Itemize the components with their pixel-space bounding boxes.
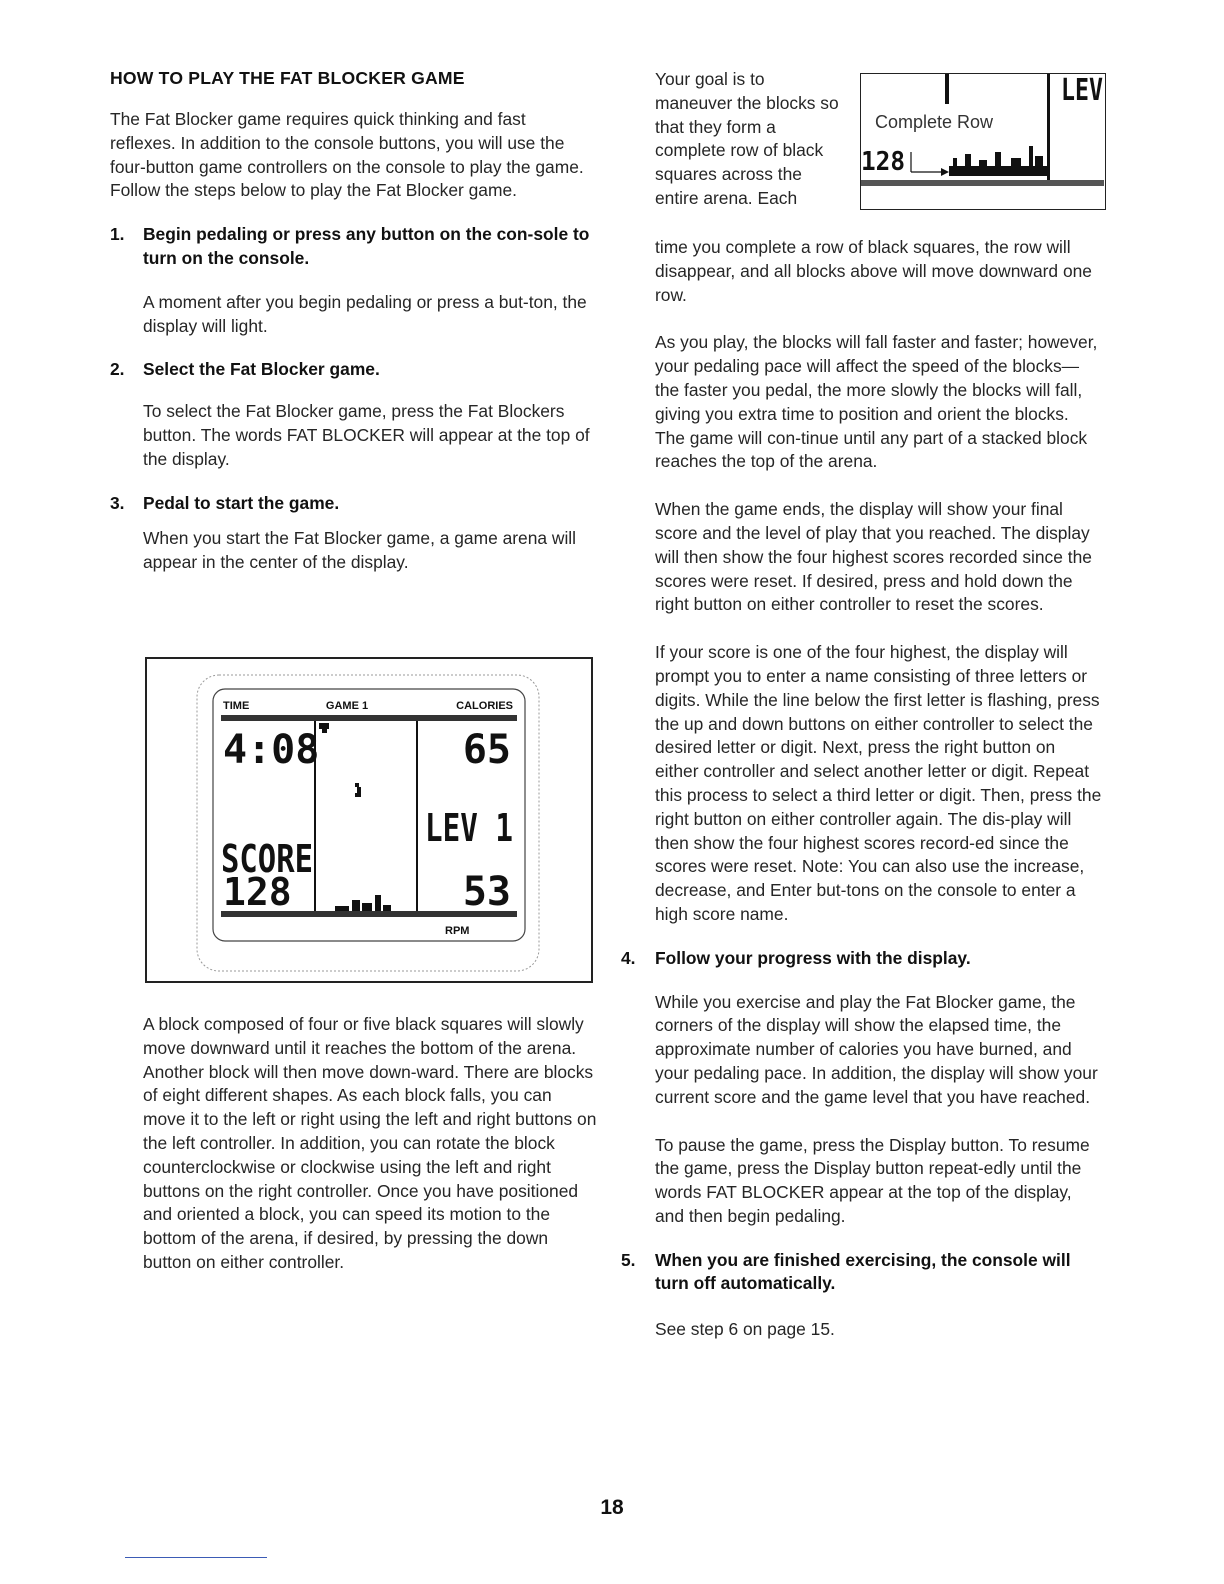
step-heading-text: When you are finished exercising, the console will turn off automatically. [655,1249,1071,1294]
step-1-body: A moment after you begin pedaling or press a but-ton, the display will light. [143,291,587,336]
step-heading-text: Select the Fat Blocker game. [143,359,380,380]
step-5-heading [621,1249,1103,1297]
step-2-heading [110,358,592,382]
level-readout: LEV 1 [425,806,513,850]
complete-row-label: Complete Row [875,112,994,132]
step-number: 4. [621,947,636,968]
section-title: HOW TO PLAY THE FAT BLOCKER GAME [110,68,465,88]
score-fragment: 128 [861,147,905,177]
calories-readout: 65 [462,727,511,773]
step-1-heading [110,223,592,271]
step-number: 2. [110,359,125,380]
block-movement-text [143,1013,598,1275]
arrow-head-icon [941,168,949,176]
step-number: 3. [110,492,125,513]
complete-row-figure [860,73,1106,210]
step-2-body: To select the Fat Blocker game, press the Fat Blockers button. The words FAT BLOCKER will appear at the top of the display. [143,401,590,469]
footer-rule [125,1557,267,1558]
goal-continued-paragraph: time you complete a row of black squares, the row will disappear, and all blocks above will move downward one row. [655,237,1092,305]
top-bar [221,715,517,721]
goal-section [655,68,1103,236]
console-display-illustration [147,659,591,981]
step-3-heading [110,492,592,516]
high-score-paragraph: If your score is one of the four highest, the display will prompt you to enter a name consisting of three letters or digits. While the line below the first letter is flashing, press the up and down buttons on either controller to select the desired letter or digit. Next, press the right button on either controller and select another letter or digit. Repeat this process to select a third letter or digit. Then, press the right button on either controller again. The dis-play will then show the four highest scores record-ed since the scores were reset. Note: You can also use the increase, decrease, and Enter but-tons on the console to enter a high score name. [655,642,1102,924]
time-label: TIME [223,700,250,712]
console-display-figure [145,657,593,983]
step-number: 5. [621,1249,636,1270]
step-4-heading [621,947,1103,971]
right-column [621,68,1103,1342]
rpm-label: RPM [445,925,470,937]
step-heading-text: Follow your progress with the display. [655,947,971,968]
step-3-body: When you start the Fat Blocker game, a game arena will appear in the center of the display. [143,528,577,573]
pause-paragraph: To pause the game, press the Display button. To resume the game, press the Display button repeat-edly until the words FAT BLOCKER appear at the top of the display, and then begin pedaling. [655,1134,1090,1226]
goal-paragraph: Your goal is to maneuver the blocks so that they form a complete row of black squares across the entire arena. Each [655,69,839,208]
speed-paragraph: As you play, the blocks will fall faster and faster; however, your pedaling pace will affect the speed of the blocks—the faster you pedal, the more slowly the blocks will fall, giving you extra time to position and orient the blocks. The game will con-tinue until any part of a stacked block reaches the top of the arena. [655,332,1098,472]
time-readout: 4:08 [223,727,320,773]
score-readout: 128 [223,870,292,914]
complete-row-illustration [861,74,1104,208]
score-label-readout: SCORE [221,837,313,881]
calories-label: CALORIES [456,700,513,712]
step-heading-text: Begin pedaling or press any button on the con-sole to turn on the console. [143,224,590,268]
intro-paragraph: The Fat Blocker game requires quick thinking and fast reflexes. In addition to the console buttons, you will use the four-button game controllers on the console to play the game. Follow the steps below to play the Fat Blocker game. [110,109,584,201]
block-movement-paragraph: A block composed of four or five black squares will slowly move downward until it reaches the bottom of the arena. Another block will then move down-ward. There are blocks of eight different shapes. As each block falls, you can move it to the left or right using the left and right buttons on the left controller. In addition, you can rotate the block counterclockwise or clockwise using the left and right buttons on the right controller. Once you have positioned and oriented a block, you can speed its motion to the bottom of the arena, if desired, by pressing the down button on either controller. [143,1014,597,1272]
left-column [110,68,592,575]
step-4-body: While you exercise and play the Fat Blocker game, the corners of the display will show the elapsed time, the approximate number of calories you have burned, and your pedaling pace. In addition, the display will show your current score and the game level that you have reached. [655,991,1098,1107]
step-heading-text: Pedal to start the game. [143,492,340,513]
game-end-paragraph: When the game ends, the display will show your final score and the level of play that you reached. The display will then show the four highest scores recorded since the scores were reset. If desired, press and hold down the right button on either controller to reset the scores. [655,499,1092,615]
step-number: 1. [110,224,125,245]
bottom-bar [861,180,1104,186]
black-blocks [949,146,1047,176]
step-5-body: See step 6 on page 15. [655,1319,835,1340]
game-label: GAME 1 [325,700,369,712]
rpm-readout: 53 [462,869,511,915]
level-fragment: LEV [1061,73,1103,108]
page-number: 18 [600,1496,624,1519]
